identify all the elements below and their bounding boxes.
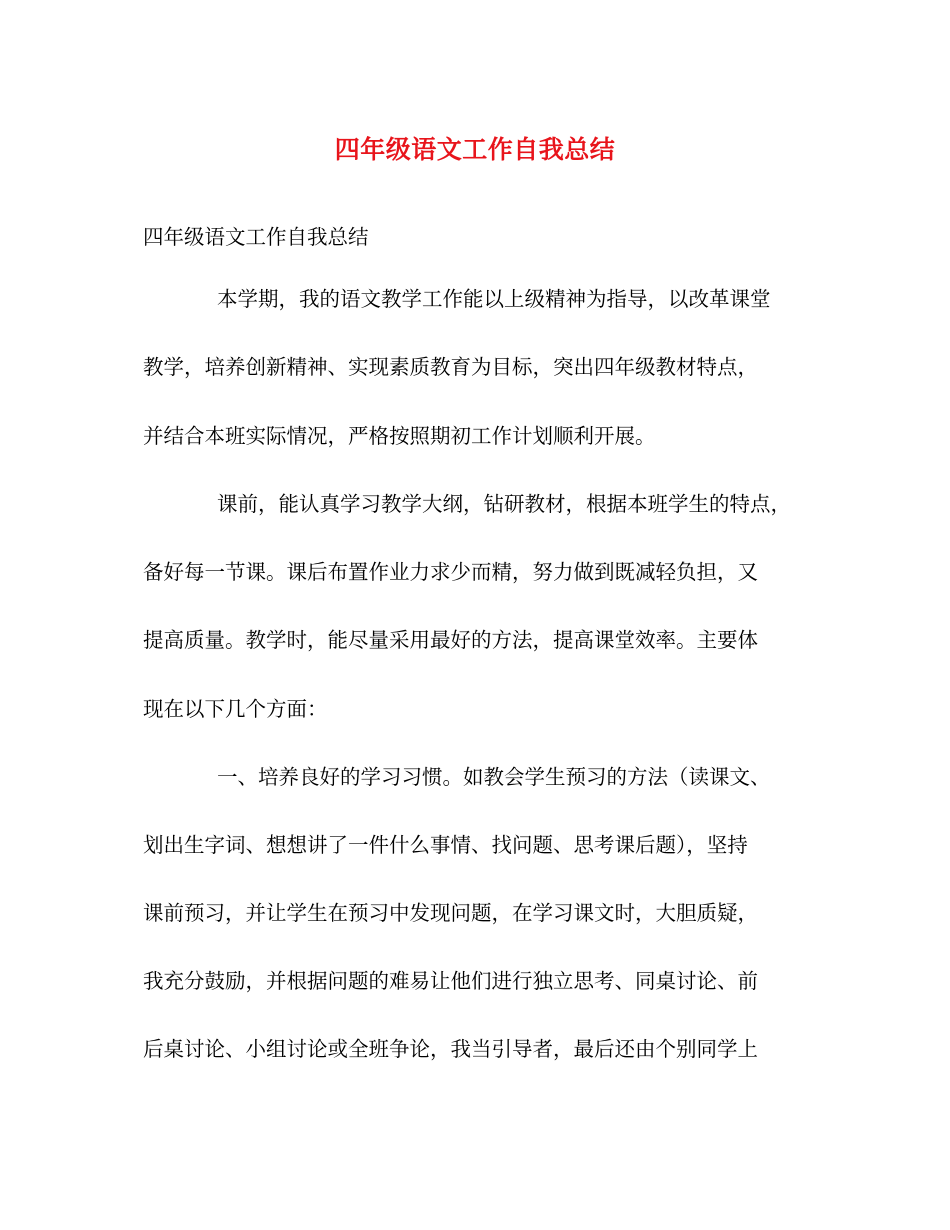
- body-line: 现在以下几个方面：: [143, 697, 328, 721]
- body-line: 划出生字词、想想讲了一件什么事情、找问题、思考课后题），坚持: [143, 833, 748, 857]
- body-line: 一、培养良好的学习习惯。如教会学生预习的方法（读课文、: [217, 765, 771, 789]
- body-line: 课前预习，并让学生在预习中发现问题，在学习课文时，大胆质疑，: [143, 901, 758, 925]
- body-line: 教学，培养创新精神、实现素质教育为目标，突出四年级教材特点，: [143, 355, 758, 379]
- body-line: 本学期，我的语文教学工作能以上级精神为指导，以改革课堂: [217, 287, 771, 311]
- body-line: 并结合本班实际情况，严格按照期初工作计划顺利开展。: [143, 424, 656, 448]
- body-line: 提高质量。教学时，能尽量采用最好的方法，提高课堂效率。主要体: [143, 628, 758, 652]
- body-line: 课前，能认真学习教学大纲，钻研教材，根据本班学生的特点，: [217, 492, 791, 516]
- body-line: 备好每一节课。课后布置作业力求少而精，努力做到既减轻负担，又: [143, 560, 758, 584]
- body-line: 后桌讨论、小组讨论或全班争论，我当引导者，最后还由个别同学上: [143, 1037, 758, 1061]
- subtitle-line: 四年级语文工作自我总结: [143, 225, 369, 249]
- document-title: 四年级语文工作自我总结: [334, 135, 616, 164]
- body-line: 我充分鼓励，并根据问题的难易让他们进行独立思考、同桌讨论、前: [143, 969, 758, 993]
